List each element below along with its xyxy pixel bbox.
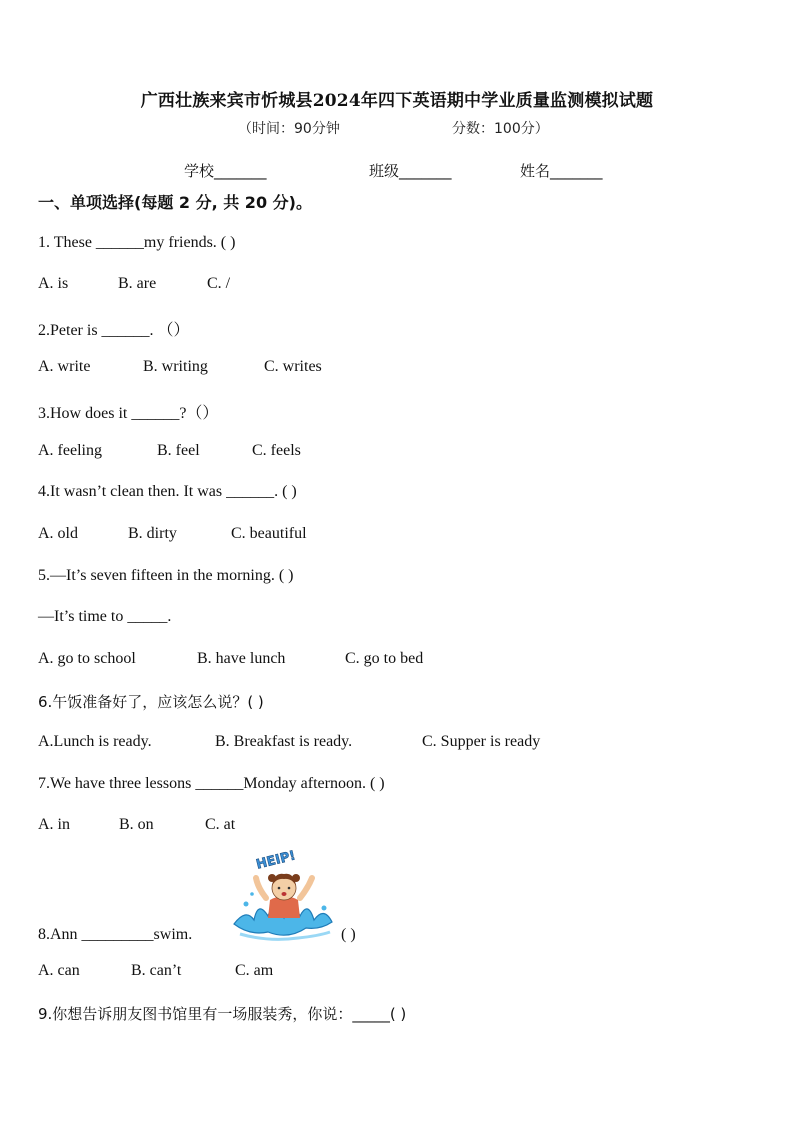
q2-option-a: A. write xyxy=(38,358,91,375)
q4-option-b: B. dirty xyxy=(128,525,177,542)
q6-option-a: A.Lunch is ready. xyxy=(38,733,152,750)
question-1: 1. These ______my friends. ( ) xyxy=(38,234,236,251)
q8-option-a: A. can xyxy=(38,962,80,979)
q5-option-c: C. go to bed xyxy=(345,650,424,667)
q1-option-a: A. is xyxy=(38,275,69,292)
school-field: 学校_______ xyxy=(184,162,267,180)
name-field: 姓名_______ xyxy=(520,162,603,180)
q4-option-c: C. beautiful xyxy=(231,525,307,542)
class-field: 班级_______ xyxy=(369,162,452,180)
q8-answer-paren: ( ) xyxy=(341,926,356,943)
question-5-line-2: —It’s time to _____. xyxy=(38,608,172,625)
q8-option-c: C. am xyxy=(235,962,274,979)
q6-option-c: C. Supper is ready xyxy=(422,733,541,750)
q1-option-b: B. are xyxy=(118,275,157,292)
q2-option-b: B. writing xyxy=(143,358,208,375)
q7-option-c: C. at xyxy=(205,816,236,833)
q1-option-c: C. / xyxy=(207,275,231,292)
q6-option-b: B. Breakfast is ready. xyxy=(215,733,353,750)
question-6: 6.午饭准备好了，应该怎么说？( ) xyxy=(38,693,264,711)
q5-option-a: A. go to school xyxy=(38,650,136,667)
question-4: 4.It wasn’t clean then. It was ______. ( ) xyxy=(38,483,297,500)
q7-option-b: B. on xyxy=(119,816,154,833)
q5-option-b: B. have lunch xyxy=(197,650,286,667)
q3-option-b: B. feel xyxy=(157,442,200,459)
question-3: 3.How does it ______?（） xyxy=(38,405,219,422)
q4-option-a: A. old xyxy=(38,525,78,542)
q3-option-c: C. feels xyxy=(252,442,301,459)
drowning-girl-illustration xyxy=(228,848,340,944)
question-2: 2.Peter is ______. （） xyxy=(38,322,190,339)
q3-option-a: A. feeling xyxy=(38,442,102,459)
q2-option-c: C. writes xyxy=(264,358,322,375)
question-9: 9.你想告诉朋友图书馆里有一场服装秀，你说：_____( ) xyxy=(38,1005,407,1023)
exam-score: 分数：100分） xyxy=(452,121,549,137)
help-text: HEIP! xyxy=(254,848,298,873)
q7-option-a: A. in xyxy=(38,816,70,833)
question-8: 8.Ann _________swim. xyxy=(38,926,193,943)
q8-option-b: B. can’t xyxy=(131,962,182,979)
exam-title: 广西壮族来宾市忻城县2024年四下英语期中学业质量监测模拟试题 xyxy=(140,91,654,111)
question-5: 5.—It’s seven fifteen in the morning. ( ) xyxy=(38,567,294,584)
exam-time: （时间：90分钟 xyxy=(238,121,340,137)
question-7: 7.We have three lessons ______Monday afternoon. ( ) xyxy=(38,775,385,792)
section-title: 一、单项选择(每题 2 分, 共 20 分)。 xyxy=(38,193,312,212)
